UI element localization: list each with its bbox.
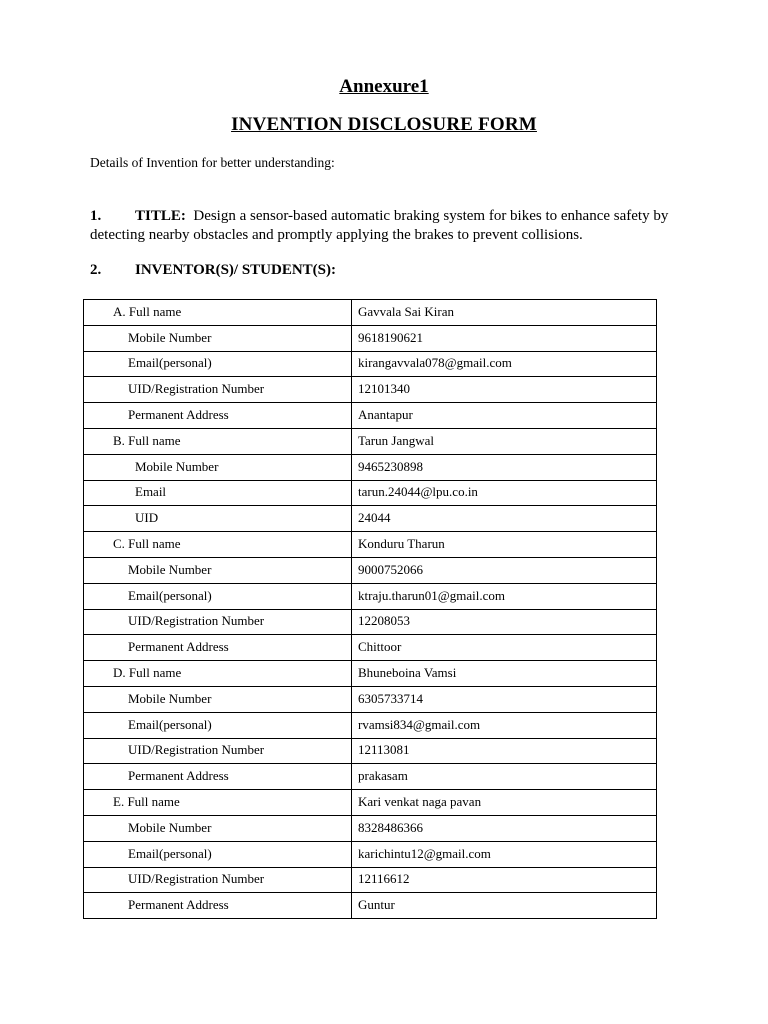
field-label: Email(personal): [84, 583, 352, 609]
field-label: UID/Registration Number: [84, 609, 352, 635]
field-label: UID/Registration Number: [84, 867, 352, 893]
field-value: Chittoor: [352, 635, 657, 661]
inventors-table: [83, 299, 657, 919]
section-inventors: [90, 262, 336, 279]
table-row: [84, 377, 657, 403]
table-row: [84, 557, 657, 583]
table-row: [84, 867, 657, 893]
field-label: Permanent Address: [84, 764, 352, 790]
field-label: Permanent Address: [84, 635, 352, 661]
field-label: Email(personal): [84, 841, 352, 867]
field-value: kirangavvala078@gmail.com: [352, 351, 657, 377]
section-label: INVENTOR(S)/ STUDENT(S):: [135, 262, 337, 278]
field-label: C. Full name: [84, 532, 352, 558]
field-value: 9465230898: [352, 454, 657, 480]
field-value: Gavvala Sai Kiran: [352, 300, 657, 326]
table-row: [84, 738, 657, 764]
table-row: [84, 764, 657, 790]
table-row: [84, 815, 657, 841]
field-value: 9000752066: [352, 557, 657, 583]
field-value: ktraju.tharun01@gmail.com: [352, 583, 657, 609]
field-label: UID/Registration Number: [84, 738, 352, 764]
table-row: [84, 661, 657, 687]
field-label: E. Full name: [84, 790, 352, 816]
table-row: [84, 686, 657, 712]
field-label: A. Full name: [84, 300, 352, 326]
field-value: 9618190621: [352, 325, 657, 351]
section-number: 1.: [90, 208, 102, 224]
table-row: [84, 635, 657, 661]
field-value: tarun.24044@lpu.co.in: [352, 480, 657, 506]
field-value: 8328486366: [352, 815, 657, 841]
intro-text: Details of Invention for better understanding:: [90, 155, 335, 170]
field-label: Email: [84, 480, 352, 506]
field-value: Konduru Tharun: [352, 532, 657, 558]
field-value: Guntur: [352, 893, 657, 919]
field-value: Kari venkat naga pavan: [352, 790, 657, 816]
field-value: 12208053: [352, 609, 657, 635]
section-number: 2.: [90, 262, 102, 278]
table-row: [84, 841, 657, 867]
field-value: 12116612: [352, 867, 657, 893]
field-label: Permanent Address: [84, 893, 352, 919]
field-label: UID/Registration Number: [84, 377, 352, 403]
field-value: Tarun Jangwal: [352, 428, 657, 454]
table-row: [84, 893, 657, 919]
field-label: Permanent Address: [84, 403, 352, 429]
table-row: [84, 428, 657, 454]
field-label: Mobile Number: [84, 557, 352, 583]
field-value: rvamsi834@gmail.com: [352, 712, 657, 738]
field-label: Mobile Number: [84, 686, 352, 712]
section-text: Design a sensor-based automatic braking system for bikes to enhance safety by detecting nearby obstacles and promptly applying the brakes to prevent collisions.: [90, 208, 669, 243]
table-row: [84, 506, 657, 532]
table-row: [84, 532, 657, 558]
table-row: [84, 480, 657, 506]
field-value: 6305733714: [352, 686, 657, 712]
form-title: INVENTION DISCLOSURE FORM: [231, 114, 537, 135]
field-value: Bhuneboina Vamsi: [352, 661, 657, 687]
field-value: Anantapur: [352, 403, 657, 429]
field-value: 12101340: [352, 377, 657, 403]
field-label: UID: [84, 506, 352, 532]
field-value: 24044: [352, 506, 657, 532]
field-label: B. Full name: [84, 428, 352, 454]
table-row: [84, 583, 657, 609]
section-label: TITLE:: [135, 208, 186, 224]
table-row: [84, 454, 657, 480]
table-row: [84, 325, 657, 351]
table-row: [84, 790, 657, 816]
field-label: Mobile Number: [84, 815, 352, 841]
table-row: [84, 300, 657, 326]
table-row: [84, 351, 657, 377]
field-label: Email(personal): [84, 712, 352, 738]
annexure-heading: Annexure1: [339, 76, 429, 97]
table-row: [84, 712, 657, 738]
field-label: Mobile Number: [84, 454, 352, 480]
section-title: [90, 207, 682, 245]
field-label: Mobile Number: [84, 325, 352, 351]
field-value: karichintu12@gmail.com: [352, 841, 657, 867]
field-value: 12113081: [352, 738, 657, 764]
field-label: D. Full name: [84, 661, 352, 687]
table-row: [84, 403, 657, 429]
table-row: [84, 609, 657, 635]
field-value: prakasam: [352, 764, 657, 790]
field-label: Email(personal): [84, 351, 352, 377]
